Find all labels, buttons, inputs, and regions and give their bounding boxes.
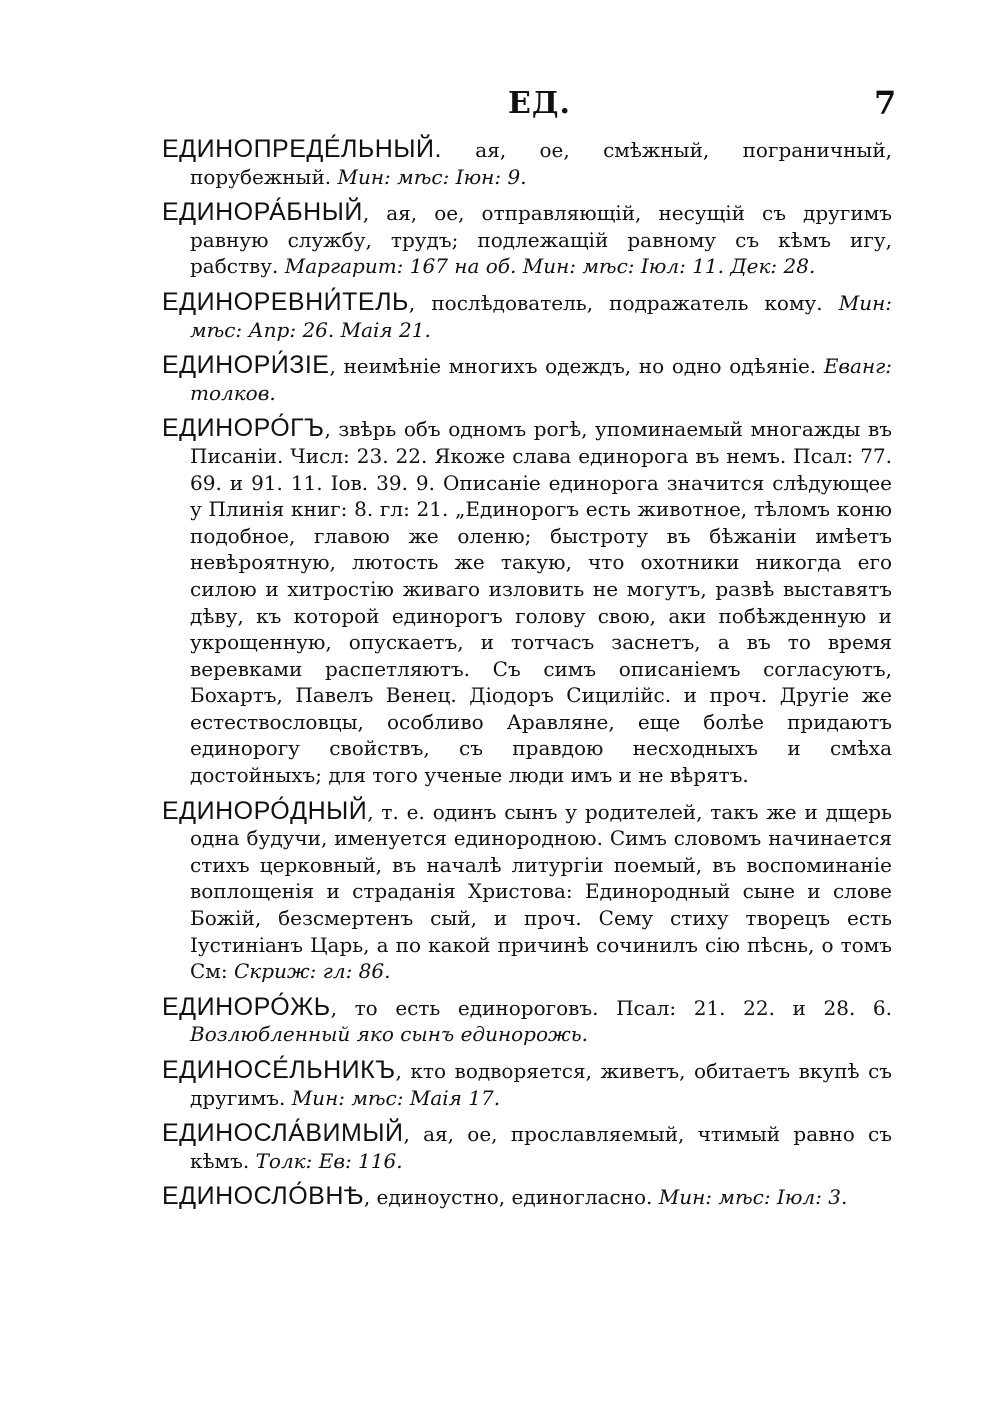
dictionary-entry	[162, 798, 892, 985]
headword: ЕДИНОРО́ЖЬ	[162, 992, 331, 1021]
dictionary-entry	[162, 199, 892, 280]
definition: , звѣрь объ одномъ рогѣ, упоминаемый многажды въ Писаніи. Числ: 23. 22. Якоже слава единорога въ немъ. Псал: 77. 69. и 91. 11. Іов. 39. 9. Описаніе единорога значится слѣдующее у Плинія книг: 8. гл: 21. „Единорогъ есть животное, тѣломъ коню подобное, главою же оленю; быстроту въ бѣжаніи имѣетъ невѣроятную, лютость же такую, что охотники никогда его силою и хитростію живаго изловить не могутъ, развѣ выставятъ дѣву, къ которой единорогъ голову свою, аки побѣжденную и укрощенную, опускаетъ, и тотчасъ заснетъ, а въ то время веревками распетляютъ. Съ симъ описаніемъ согласуютъ, Бохартъ, Павелъ Венец. Діодоръ Сицилійс. и проч. Другіе же естествословцы, особливо Аравляне, еще болѣе придаютъ единорогу свойствъ, съ правдою несходныхъ и смѣха достойныхъ; для того ученые люди имъ и не вѣрятъ.	[190, 417, 892, 788]
headword: ЕДИНОРЕВНИ́ТЕЛЬ	[162, 287, 409, 316]
definition: , послѣдователь, подражатель кому.	[408, 290, 839, 315]
dictionary-entry	[162, 994, 892, 1048]
definition: , то есть единороговъ. Псал: 21. 22. и 28. 6.	[330, 995, 892, 1020]
citation: Мин: мѣс: Іюн: 9.	[337, 164, 527, 189]
definition: , кто водворяется, живетъ, обитаетъ вкупѣ съ другимъ.	[190, 1059, 892, 1110]
dictionary-entry	[162, 352, 892, 406]
headword: ЕДИНОПРЕДЕ́ЛЬНЫЙ.	[162, 135, 442, 163]
citation: Еванг: толков.	[190, 354, 892, 405]
headword: ЕДИНОРИ́ЗІЕ	[162, 351, 330, 380]
citation: Маргарит: 167 на об. Мин: мѣс: Іюл: 11. Дек: 28.	[284, 254, 816, 279]
headword: ЕДИНОСЛО́ВНѢ	[162, 1182, 364, 1211]
citation: Толк: Ев: 116.	[255, 1148, 403, 1173]
dictionary-entry	[162, 1183, 892, 1211]
definition: , неимѣніе многихъ одеждъ, но одно одѣяніе.	[329, 354, 824, 379]
citation: Мин: мѣс: Апр: 26. Маія 21.	[190, 290, 892, 342]
headword: ЕДИНОРО́ДНЫЙ	[162, 796, 368, 825]
dictionary-entry	[162, 289, 892, 343]
headword: ЕДИНОСЕ́ЛЬНИКЪ	[162, 1056, 396, 1084]
headword: ЕДИНОСЛА́ВИМЫЙ	[162, 1119, 404, 1148]
citation: Скриж: гл: 86.	[233, 959, 391, 984]
entry-list	[162, 136, 892, 1220]
dictionary-entry	[162, 1057, 892, 1111]
dictionary-entry	[162, 1120, 892, 1174]
citation: Мин: мѣс: Іюл: 3.	[658, 1185, 848, 1210]
page-number: 7	[874, 84, 897, 122]
headword: ЕДИНОРО́ГЪ	[162, 414, 325, 443]
definition: , ая, ое, отправляющій, несущій съ другимъ равную службу, трудъ; подлежащій равному съ кѣмъ игу, рабству.	[190, 201, 892, 279]
headword: ЕДИНОРА́БНЫЙ	[162, 198, 363, 227]
dictionary-entry	[162, 415, 892, 788]
dictionary-entry	[162, 136, 892, 190]
definition: , ая, ое, прославляемый, чтимый равно съ кѣмъ.	[190, 1122, 892, 1173]
running-head: ЕД.	[508, 86, 571, 121]
citation: Возлюбленный яко сынъ единорожь.	[190, 1022, 589, 1047]
citation: Мин: мѣс: Маія 17.	[291, 1085, 501, 1110]
definition: ая, ое, смѣжный, пограничный, порубежный.	[190, 138, 892, 189]
definition: , т. е. одинъ сынъ у родителей, такъ же и дщерь одна будучи, именуется единородною. Симъ словомъ начинается стихъ церковный, въ началѣ литургіи поемый, въ воспоминаніе воплощенія и страданія Христова: Единородный сыне и слове Божій, безсмертенъ сый, и проч. Сему стиху творецъ есть Іустиніанъ Царь, а по какой причинѣ сочинилъ сію пѣснь, о томъ См:	[190, 799, 892, 984]
definition: , единоустно, единогласно.	[363, 1185, 659, 1210]
